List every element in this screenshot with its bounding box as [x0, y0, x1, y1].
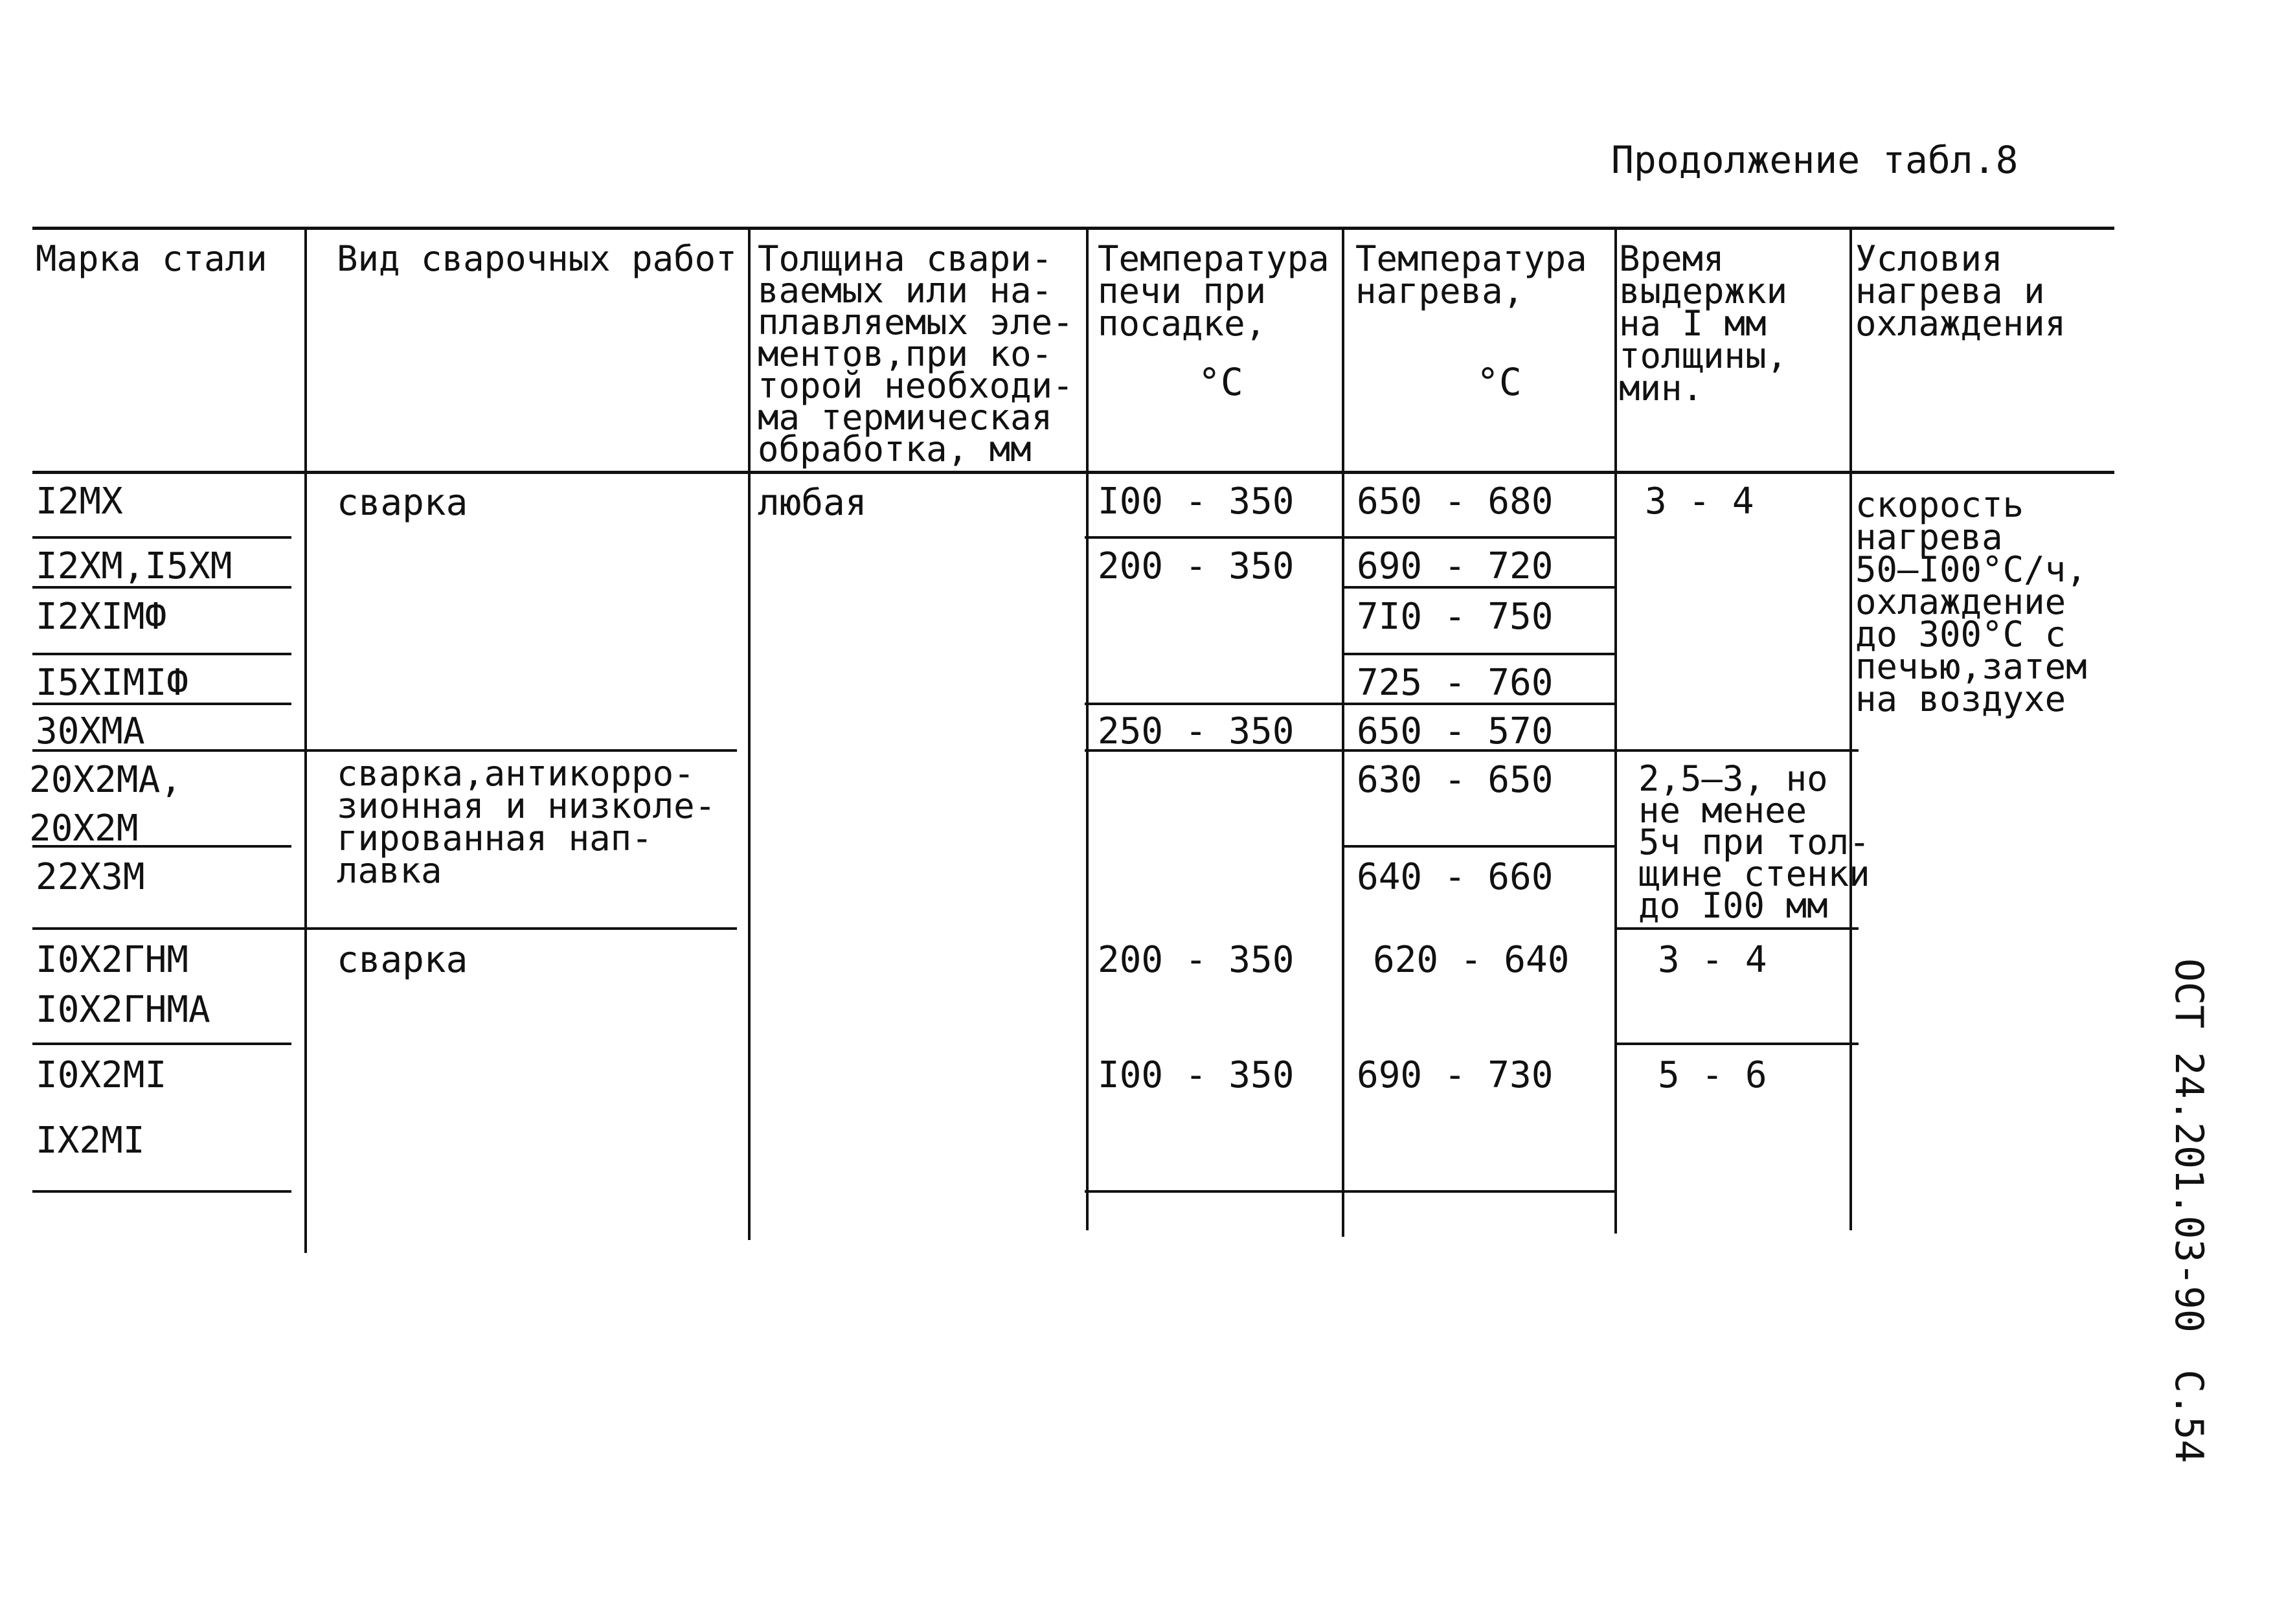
hold-time-cell: 5 - 6 — [1658, 1054, 1767, 1096]
hold-time-cell: 3 - 4 — [1645, 480, 1754, 523]
header-heat-temp: Температура нагрева, — [1355, 238, 1587, 311]
grade-cell: I2МХ — [36, 480, 123, 523]
heat-temp-cell: 690 - 720 — [1357, 545, 1554, 587]
grade-cell: 22Х3М — [36, 856, 145, 898]
column-rule — [304, 230, 307, 1253]
header-grade: Марка стали — [36, 238, 267, 279]
heat-temp-cell: 630 - 650 — [1357, 759, 1554, 801]
column-rule — [1849, 230, 1852, 1230]
row-rule — [32, 927, 737, 930]
row-rule — [1085, 536, 1616, 539]
heat-temp-cell: 620 - 640 — [1373, 939, 1570, 981]
row-rule — [1344, 845, 1616, 848]
grade-cell: I0Х2МI — [36, 1054, 167, 1096]
header-work-type: Вид сварочных работ — [337, 238, 737, 279]
row-rule — [32, 536, 291, 539]
row-rule — [1616, 927, 1859, 930]
furnace-temp-cell: 200 - 350 — [1098, 939, 1295, 981]
grade-cell: I5ХIМIФ — [36, 662, 189, 704]
heat-temp-cell: 690 - 730 — [1357, 1054, 1554, 1096]
heat-temp-cell: 7I0 - 750 — [1357, 596, 1554, 638]
grade-cell: IХ2МI — [36, 1120, 145, 1162]
work-type-cell: сварка — [337, 482, 468, 524]
page-number: С.54 — [2166, 1370, 2211, 1463]
grade-cell: 20Х2МА, — [29, 759, 183, 801]
grade-cell: I0Х2ГНМ — [36, 939, 189, 981]
heat-temp-cell: 725 - 760 — [1357, 662, 1554, 704]
heat-temp-cell: 650 - 680 — [1357, 480, 1554, 523]
hold-time-cell: 3 - 4 — [1658, 939, 1767, 981]
row-rule — [1344, 653, 1616, 655]
header-bottom-rule — [32, 471, 2114, 474]
heat-temp-cell: 640 - 660 — [1357, 856, 1554, 898]
thickness-cell: любая — [758, 482, 867, 524]
hold-time-cell: 2,5–3, но не менее 5ч при тол- щине стенки до I00 мм — [1638, 758, 1870, 926]
work-type-cell: сварка,антикорро- зионная и низколе- гированная нап- лавка — [337, 753, 716, 891]
column-rule — [1614, 230, 1617, 1234]
grade-cell: 20Х2М — [29, 807, 139, 850]
row-rule — [1085, 1190, 1616, 1193]
row-rule — [32, 1043, 291, 1045]
header-hold-time: Время выдержки на I мм толщины, мин. — [1619, 238, 1788, 409]
grade-cell: I0Х2ГНМА — [36, 989, 210, 1031]
column-rule — [1086, 230, 1089, 1230]
heat-temp-unit: °C — [1476, 360, 1522, 404]
header-conditions: Условия нагрева и охлаждения — [1855, 238, 2066, 344]
grade-cell: I2ХМ,I5ХМ — [36, 545, 232, 587]
header-thickness: Толщина свари- ваемых или на- плавляемых эле- ментов,при ко- торой необходи- ма термическая обработка, мм — [758, 238, 1074, 469]
furnace-temp-cell: 250 - 350 — [1098, 710, 1295, 752]
column-rule — [1342, 230, 1344, 1237]
grade-cell: I2ХIМФ — [36, 596, 167, 638]
conditions-cell: скорость нагрева 50–I00°С/ч, охлаждение до 300°С с печью,затем на воздухе — [1855, 484, 2087, 719]
header-furnace-temp: Температура печи при посадке, — [1098, 238, 1329, 344]
furnace-temp-cell: I00 - 350 — [1098, 1054, 1295, 1096]
row-rule — [32, 653, 291, 655]
column-rule — [748, 230, 751, 1240]
heat-temp-cell: 650 - 570 — [1357, 710, 1554, 752]
table-top-rule — [32, 227, 2114, 230]
grade-cell: 30ХМА — [36, 710, 145, 752]
document-code: ОСТ 24.201.03-90 — [2166, 958, 2211, 1333]
furnace-temp-cell: I00 - 350 — [1098, 480, 1295, 523]
furnace-temp-cell: 200 - 350 — [1098, 545, 1295, 587]
row-rule — [32, 1190, 291, 1193]
row-rule — [1616, 1043, 1859, 1045]
furnace-temp-unit: °C — [1198, 360, 1243, 404]
table-caption: Продолжение табл.8 — [1611, 138, 2018, 182]
work-type-cell: сварка — [337, 939, 468, 981]
